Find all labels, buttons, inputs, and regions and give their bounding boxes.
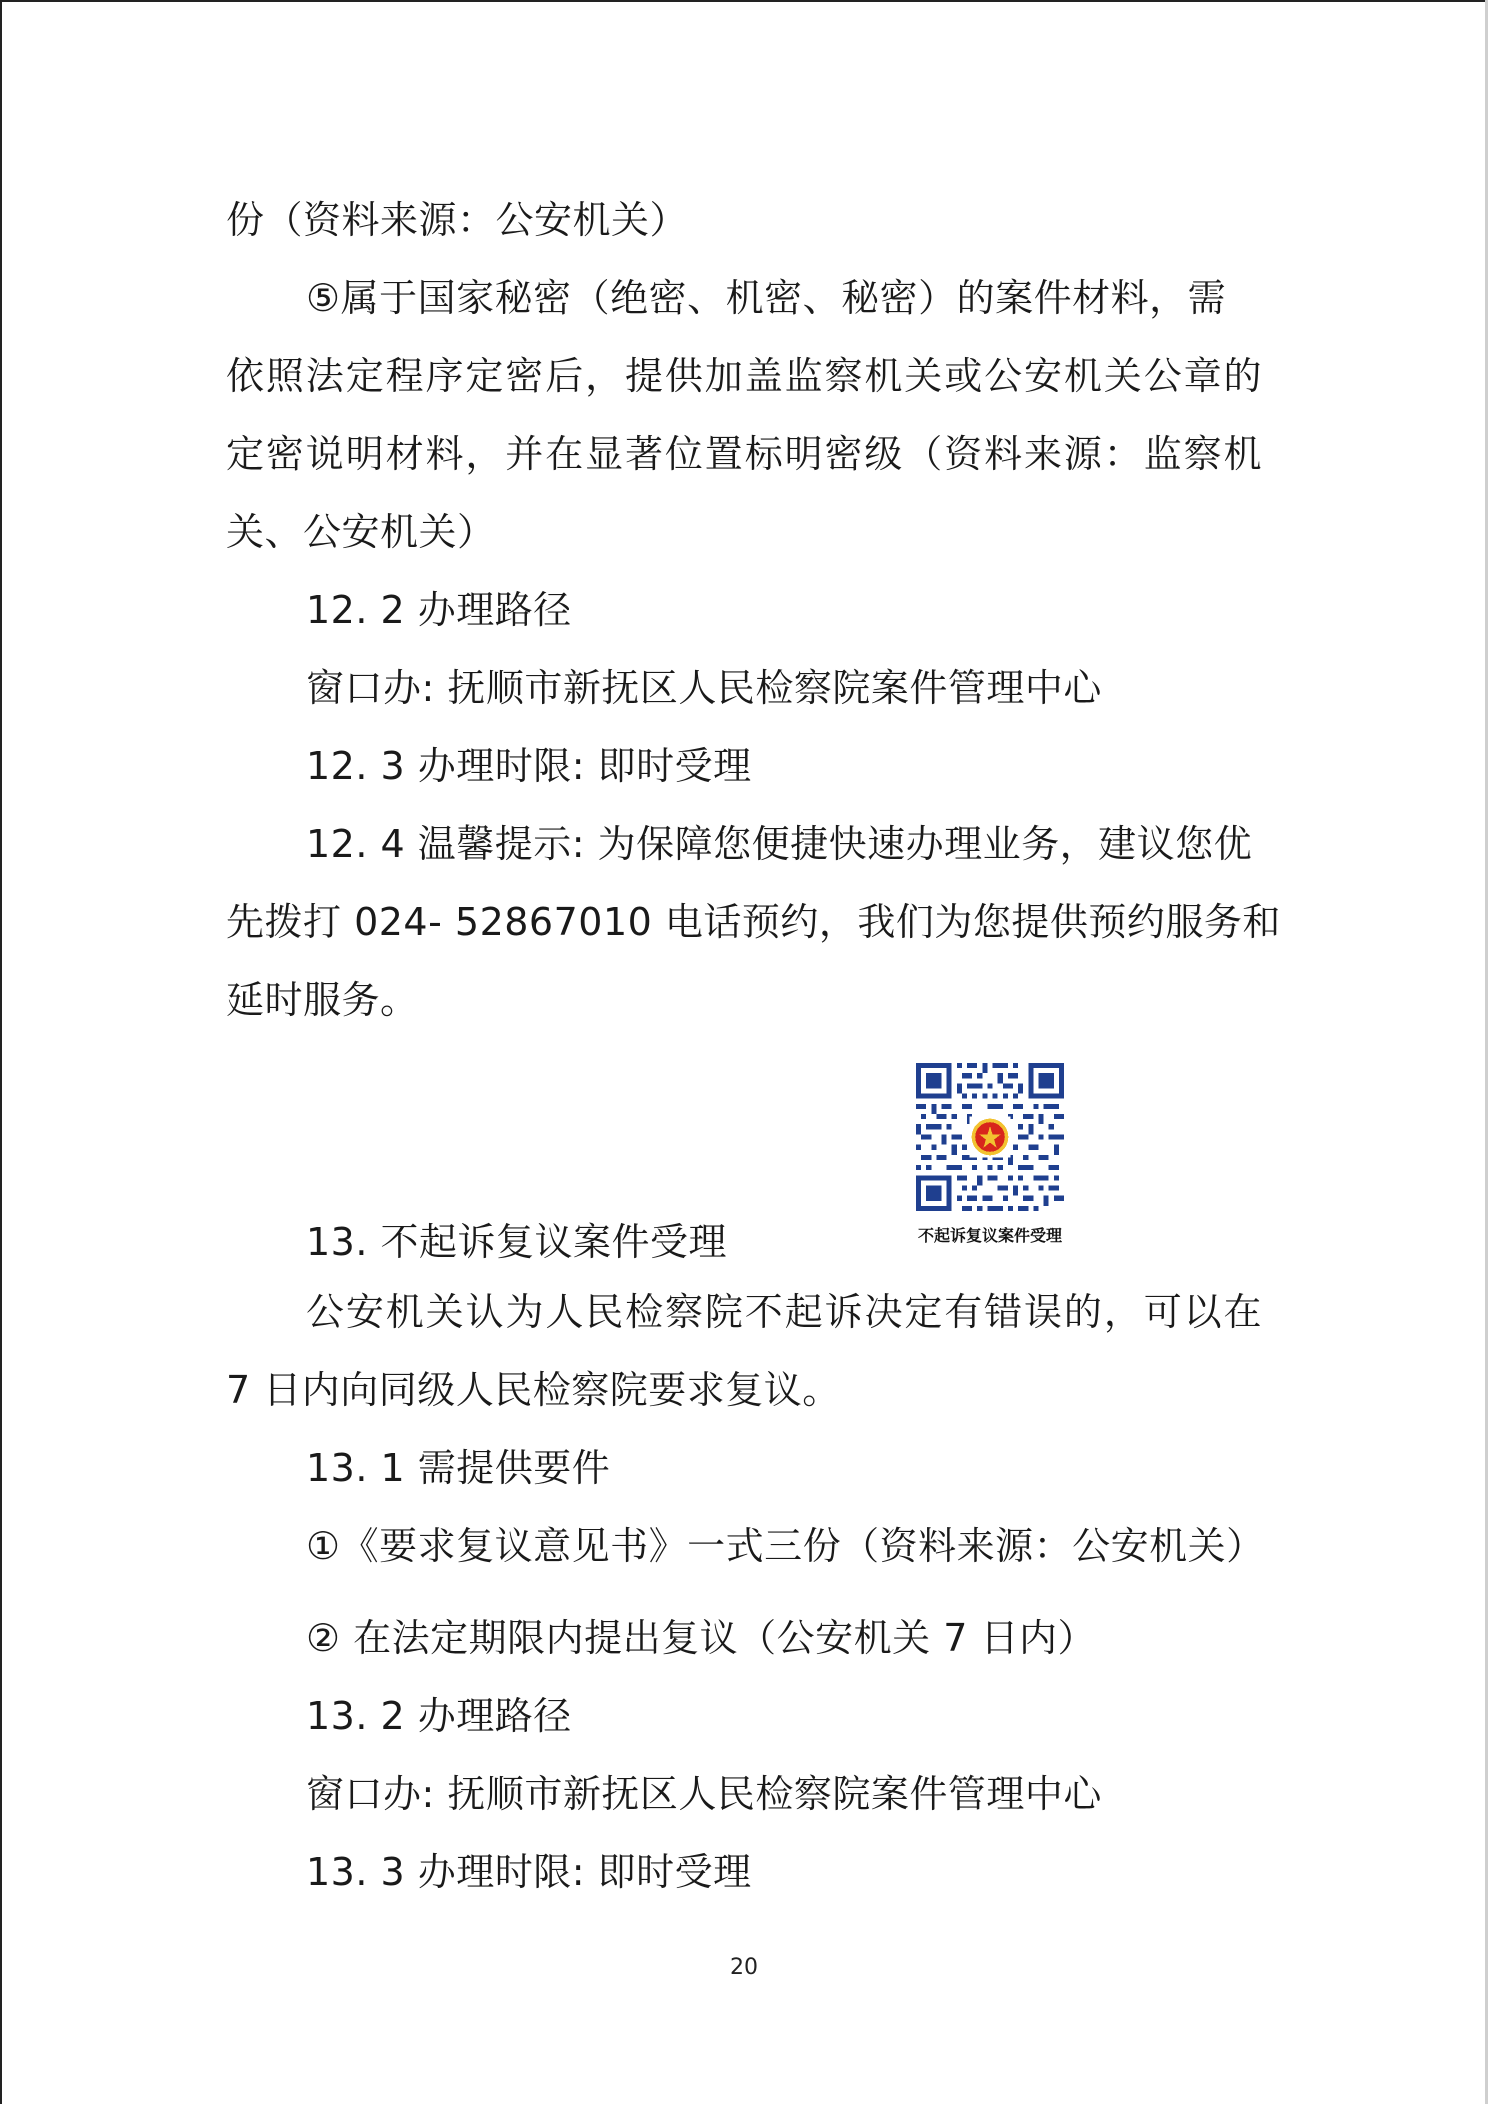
page-number: 20 (730, 1955, 758, 1980)
body-line: 依照法定程序定密后，提供加盖监察机关或公安机关公章的 (226, 354, 1262, 398)
body-line: 关、公安机关） (226, 510, 496, 554)
body-line: ② 在法定期限内提出复议（公安机关 7 日内） (306, 1616, 1096, 1660)
body-line: ①《要求复议意见书》一式三份（资料来源：公安机关） (306, 1524, 1265, 1568)
body-line: 先拨打 024- 52867010 电话预约，我们为您提供预约服务和 (226, 900, 1281, 944)
qr-caption: 不起诉复议案件受理 (917, 1226, 1062, 1245)
body-line: 公安机关认为人民检察院不起诉决定有错误的，可以在 (306, 1290, 1262, 1334)
body-line: 7 日内向同级人民检察院要求复议。 (226, 1368, 841, 1412)
section-heading: 12. 2 办理路径 (306, 588, 572, 632)
body-line: 定密说明材料，并在显著位置标明密级（资料来源：监察机 (226, 432, 1262, 476)
section-heading: 13. 2 办理路径 (306, 1694, 572, 1738)
section-heading: 13. 1 需提供要件 (306, 1446, 611, 1490)
body-line: 窗口办: 抚顺市新抚区人民检察院案件管理中心 (306, 1772, 1102, 1816)
procuratorate-emblem-qr-icon (916, 1063, 1064, 1211)
body-line: 窗口办: 抚顺市新抚区人民检察院案件管理中心 (306, 666, 1102, 710)
body-line: ⑤属于国家秘密（绝密、机密、秘密）的案件材料，需 (306, 276, 1227, 320)
body-line: 延时服务。 (226, 978, 419, 1022)
section-heading: 12. 4 温馨提示: 为保障您便捷快速办理业务，建议您优 (306, 822, 1253, 866)
section-heading: 12. 3 办理时限: 即时受理 (306, 744, 752, 788)
qr-code[interactable] (916, 1063, 1064, 1211)
section-heading: 13. 3 办理时限: 即时受理 (306, 1850, 752, 1894)
section-heading: 13. 不起诉复议案件受理 (306, 1220, 728, 1264)
body-line: 份（资料来源：公安机关） (226, 198, 689, 242)
